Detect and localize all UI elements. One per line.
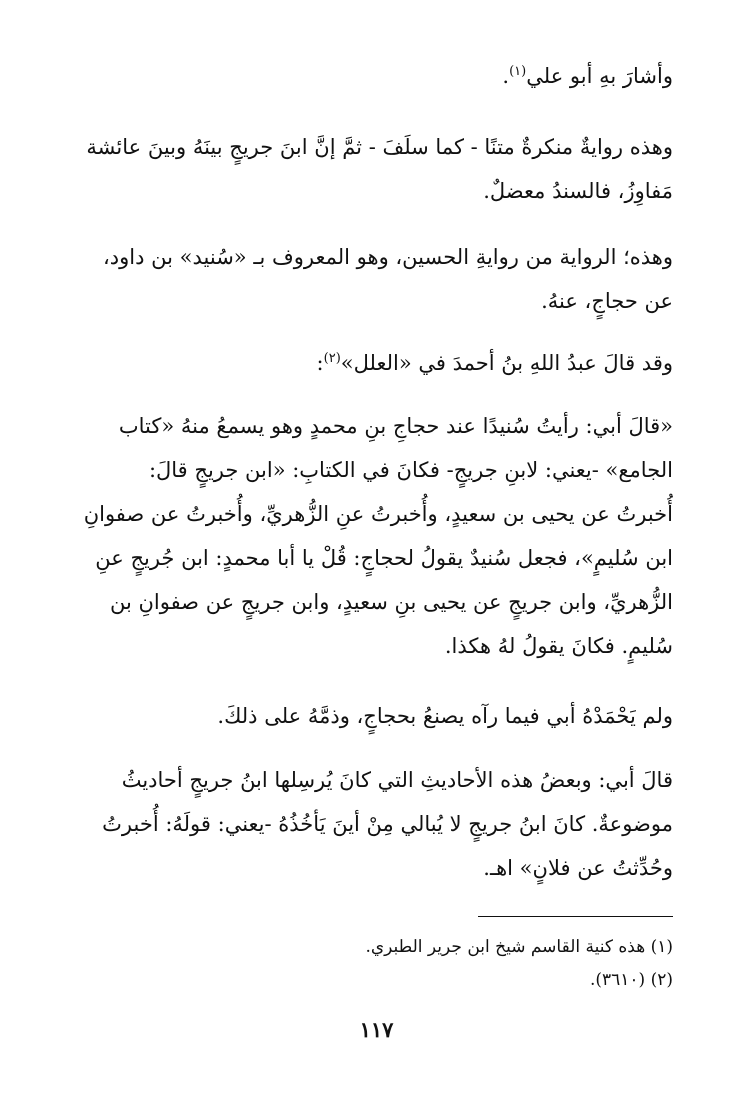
footnote-ref-2[interactable]: (٢) [323, 351, 341, 366]
text-line: مَفاوِزُ، فالسندُ معضلٌ. [483, 179, 673, 203]
text-line: وهذه؛ الرواية من روايةِ الحسين، وهو المعروف بـ «سُنيد» بن داود، [103, 245, 673, 269]
paragraph-lam-yahmadhu [81, 694, 673, 738]
text-line: أُخبرتُ عن يحيى بن سعيدٍ، وأُخبرتُ عنِ الزُّهريِّ، وأُخبرتُ عن صفوانِ [83, 502, 673, 526]
text-line: «قالَ أبي: رأيتُ سُنيدًا عند حجاجِ بنِ محمدٍ وهو يسمعُ منهُ «كتاب [118, 414, 673, 438]
text-line: وقد قالَ عبدُ اللهِ بنُ أحمدَ في «العلل»$^{(٢)}$: [316, 351, 673, 375]
paragraph-sunayd [81, 235, 673, 323]
text-line: ابن سُليمٍ»، فجعل سُنيدٌ يقولُ لحجاجٍ: قُلْ يا أبا محمدٍ: ابن جُريجٍ عنِ [95, 546, 673, 570]
text-line: وهذه روايةٌ منكرةٌ متنًا - كما سلَفَ - ثمَّ إنَّ ابنَ جريجٍ بينَهُ وبينَ عائشة [86, 135, 673, 159]
text-line: وحُدِّثتُ عن فلانٍ» اهـ. [483, 856, 673, 880]
footnote-1: (١) هذه كنية القاسم شيخ ابن جرير الطبري. [365, 937, 673, 957]
text-line: وأشارَ بهِ أبو علي$^{(١)}$. [502, 64, 673, 88]
text-line: الزُّهريِّ، وابن جريجٍ عن يحيى بنِ سعيدٍ، وابن جريجٍ عن صفوانِ بن [109, 590, 673, 614]
text-line: سُليمٍ. فكانَ يقولُ لهُ هكذا. [444, 634, 673, 658]
footnote-2: (٢) (٣٦١٠). [589, 970, 673, 990]
paragraph-ahadith [81, 758, 673, 890]
text-line: عن حجاجٍ، عنهُ. [541, 289, 673, 313]
text-line: قالَ أبي: وبعضُ هذه الأحاديثِ التي كانَ يُرسِلها ابنُ جريجٍ أحاديثُ [121, 768, 673, 792]
text-line: موضوعةٌ. كانَ ابنُ جريجٍ لا يُبالي مِنْ أينَ يَأخُذُهُ -يعني: قولَهُ: أُخبرتُ [102, 812, 673, 836]
text-line: الجامع» -يعني: لابنِ جريجٍ- فكانَ في الكتابِ: «ابن جريجٍ قالَ: [148, 458, 673, 482]
page-number: ١١٧ [359, 1017, 394, 1042]
paragraph-munkar [81, 125, 673, 213]
footnote-ref-1[interactable]: (١) [509, 64, 527, 79]
text-line: ولم يَحْمَدْهُ أبي فيما رآه يصنعُ بحجاجٍ، وذمَّهُ على ذلكَ. [217, 704, 673, 728]
paragraph-ilal-intro [81, 341, 673, 385]
paragraph-quote [81, 404, 673, 668]
paragraph-abu-ali [81, 54, 673, 98]
footnote-divider [478, 916, 673, 917]
